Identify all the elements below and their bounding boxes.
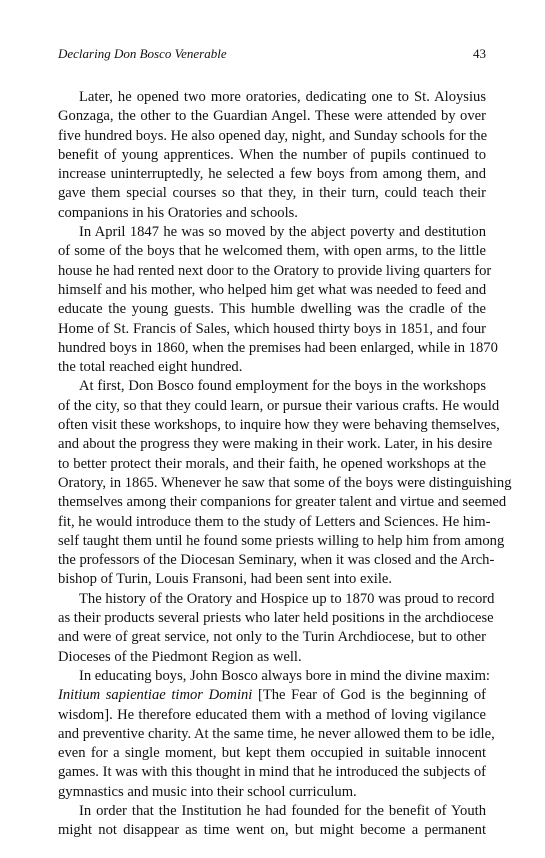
text-line: Later, he opened two more oratories, dedicating one to St. Aloysius [79,89,486,105]
text-line: bishop of Turin, Louis Fransoni, had been sent into exile. [58,571,393,588]
paragraph-4 [58,590,495,667]
book-page [58,46,512,841]
paragraph-1 [58,88,486,223]
text-line: gymnastics and music into their school curriculum. [58,783,357,800]
text-line: house he had rented next door to the Oratory to provide living quarters for [58,262,492,279]
text-line: fit, he would introduce them to the study of Letters and Sciences. He him- [58,513,491,530]
paragraph-6 [58,802,486,841]
maxim-translation: [The Fear of God is the beginning of [252,687,487,704]
text-line: of the city, so that they could learn, or pursue their various crafts. He would [58,397,500,414]
text-line: might not disappear as time went on, but might become a permanent [58,822,486,839]
text-line: even for a single moment, but kept them occupied in suitable innocent [58,745,486,762]
text-line: wisdom]. He therefore educated them with a method of loving vigilance [58,706,486,723]
text-line: At first, Don Bosco found employment for the boys in the workshops [79,378,486,395]
paragraph-2 [58,223,498,377]
running-title: Declaring Don Bosco Venerable [58,46,227,61]
text-line: five hundred boys. He also opened day, night, and Sunday schools for the [58,127,488,144]
page-number: 43 [473,46,486,61]
text-line: benefit of young apprentices. When the number of pupils continued to [58,146,486,163]
text-line: hundred boys in 1860, when the premises had been enlarged, while in 1870 [58,339,498,356]
text-line: companions in his Oratories and schools. [58,204,298,221]
text-line: the total reached eight hundred. [58,359,243,376]
text-line: increase uninterruptedly, he selected a few boys from among them, and [58,166,486,183]
text-line: himself and his mother, who helped him get what was needed to feed and [58,281,487,298]
text-line: self taught them until he found some priests willing to help him from among [58,532,505,549]
text-line: In order that the Institution he had founded for the benefit of Youth [79,802,486,819]
text-line: Dioceses of the Piedmont Region as well. [58,648,302,665]
running-head [58,46,486,66]
text-line: often visit these workshops, to inquire how they were behaving themselves, [58,417,500,434]
text-line: games. It was with this thought in mind that he introduced the subjects of [58,764,487,781]
text-line: themselves among their companions for greater talent and virtue and seemed [58,494,507,511]
latin-maxim: Initium sapientiae timor Domini [58,687,253,704]
paragraph-5 [58,667,495,802]
text-line: educate the young guests. This humble dwelling was the cradle of the [58,301,486,318]
text-line [58,686,486,705]
text-line: and preventive charity. At the same time, he never allowed them to be idle, [58,725,495,742]
text-line: of some of the boys that he welcomed them, with open arms, to the little [58,243,486,260]
paragraph-3 [58,377,512,589]
text-line: In April 1847 he was so moved by the abject poverty and destitution [79,224,486,241]
text-line: Oratory, in 1865. Whenever he saw that some of the boys were distinguishing [58,474,512,491]
body-text [58,88,512,841]
text-line: In educating boys, John Bosco always bore in mind the divine maxim: [79,667,490,684]
text-line: the professors of the Diocesan Seminary, when it was closed and the Arch- [58,552,495,569]
text-line: and about the progress they were making in their work. Later, in his desire [58,436,493,453]
text-line: to better protect their morals, and their faith, he opened workshops at the [58,455,486,472]
text-line: as their products several priests who later held positions in the archdiocese [58,610,494,627]
text-line: The history of the Oratory and Hospice up to 1870 was proud to record [79,590,495,607]
text-line: Home of St. Francis of Sales, which housed thirty boys in 1851, and four [58,320,486,337]
text-line: gave them special courses so that they, in their turn, could teach their [58,185,486,202]
text-line: and were of great service, not only to the Turin Archdiocese, but to other [58,629,486,646]
text-line: Gonzaga, the other to the Guardian Angel. These were attended by over [58,108,486,125]
